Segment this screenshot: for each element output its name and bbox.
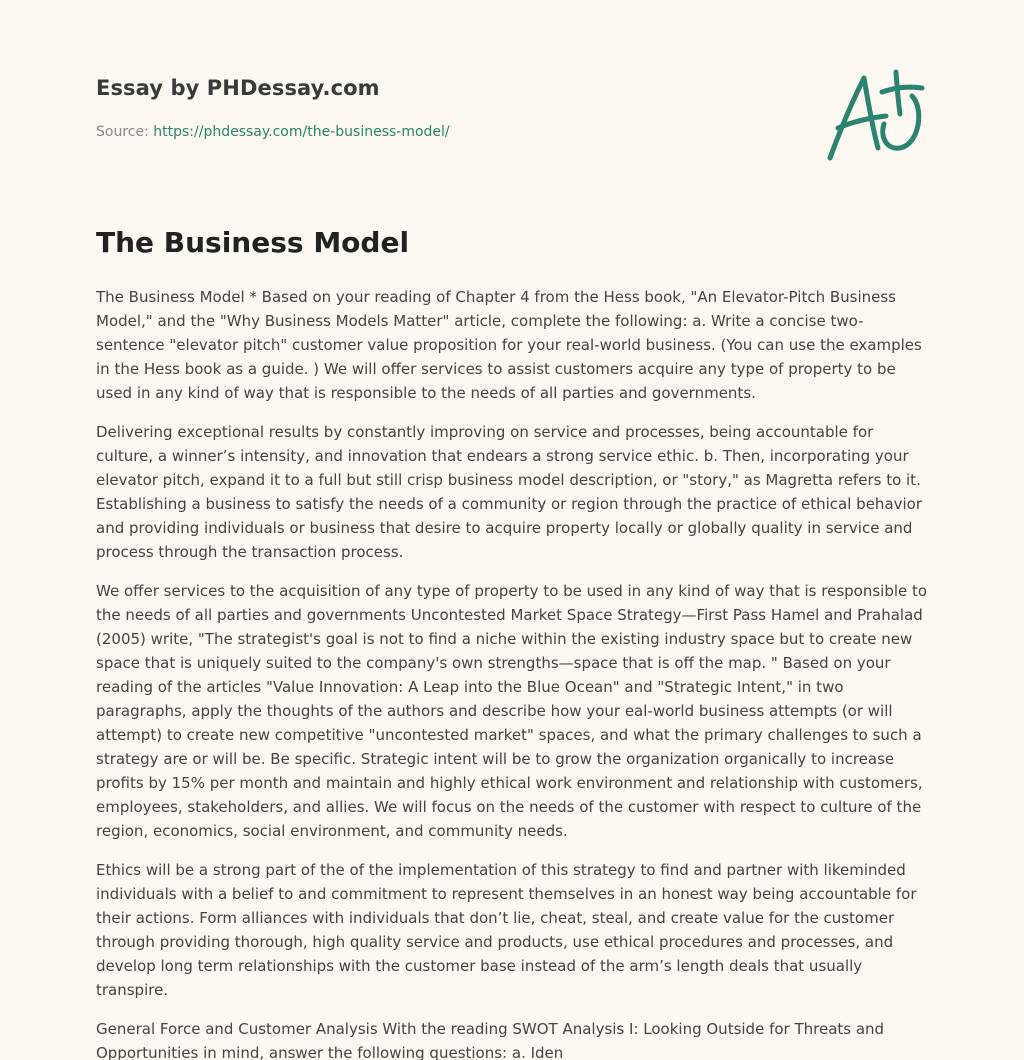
essay-paragraph: Ethics will be a strong part of the of the implementation of this strategy to find and partner with likeminded individuals with a belief to and commitment to represent themselves in an honest way being accountable for their actions. Form alliances with individuals that don’t lie, cheat, steal, and create value for the customer through providing thorough, high quality service and products, use ethical procedures and processes, and develop long term relationships with the customer base instead of the arm’s length deals that usually transpire. — [96, 861, 917, 999]
site-title: Essay by PHDessay.com — [96, 76, 380, 100]
source-link[interactable]: https://phdessay.com/the-business-model/ — [153, 124, 450, 140]
a-plus-logo-icon — [820, 66, 930, 166]
essay-paragraph: Delivering exceptional results by constantly improving on service and processes, being accountable for culture, a winner’s intensity, and innovation that endears a strong service ethic. b. Then, incorporating your elevator pitch, expand it to a full but still crisp business model description, or "story," as Magretta refers to it. Establishing a business to satisfy the needs of a community or region through the practice of ethical behavior and providing individuals or business that desire to acquire property locally or globally quality in service and process through the transaction process. — [96, 423, 923, 561]
essay-paragraph: The Business Model * Based on your reading of Chapter 4 from the Hess book, "An Elevator-Pitch Business Model," and the "Why Business Models Matter" article, complete the following: a. Write a concise two-sentence "elevator pitch" customer value proposition for your real-world business. (You can use the examples in the Hess book as a guide. ) We will offer services to assist customers acquire any type of property to be used in any kind of way that is responsible to the needs of all parties and governments. — [96, 288, 922, 402]
essay-paragraph: We offer services to the acquisition of any type of property to be used in any kind of way that is responsible to the needs of all parties and governments Uncontested Market Space Strategy—First Pass Hamel and Prahalad (2005) write, "The strategist's goal is not to find a niche within the existing industry space but to create new space that is uniquely suited to the company's own strengths—space that is off the map. " Based on your reading of the articles "Value Innovation: A Leap into the Blue Ocean" and "Strategic Intent," in two paragraphs, apply the thoughts of the authors and describe how your eal-world business attempts (or will attempt) to create new competitive "uncontested market" spaces, and what the primary challenges to such a strategy are or will be. Be specific. Strategic intent will be to grow the organization organically to increase profits by 15% per month and maintain and highly ethical work environment and relationship with customers, employees, stakeholders, and allies. We will focus on the needs of the customer with respect to culture of the region, economics, social environment, and community needs. — [96, 582, 928, 840]
essay-paragraph: General Force and Customer Analysis With the reading SWOT Analysis I: Looking Outside for Threats and Opportunities in mind, answer the following questions: a. Iden — [96, 1020, 885, 1060]
source-label: Source: — [96, 124, 149, 140]
essay-title: The Business Model — [96, 226, 410, 259]
source-line — [96, 124, 450, 140]
essay-body — [96, 285, 932, 1060]
